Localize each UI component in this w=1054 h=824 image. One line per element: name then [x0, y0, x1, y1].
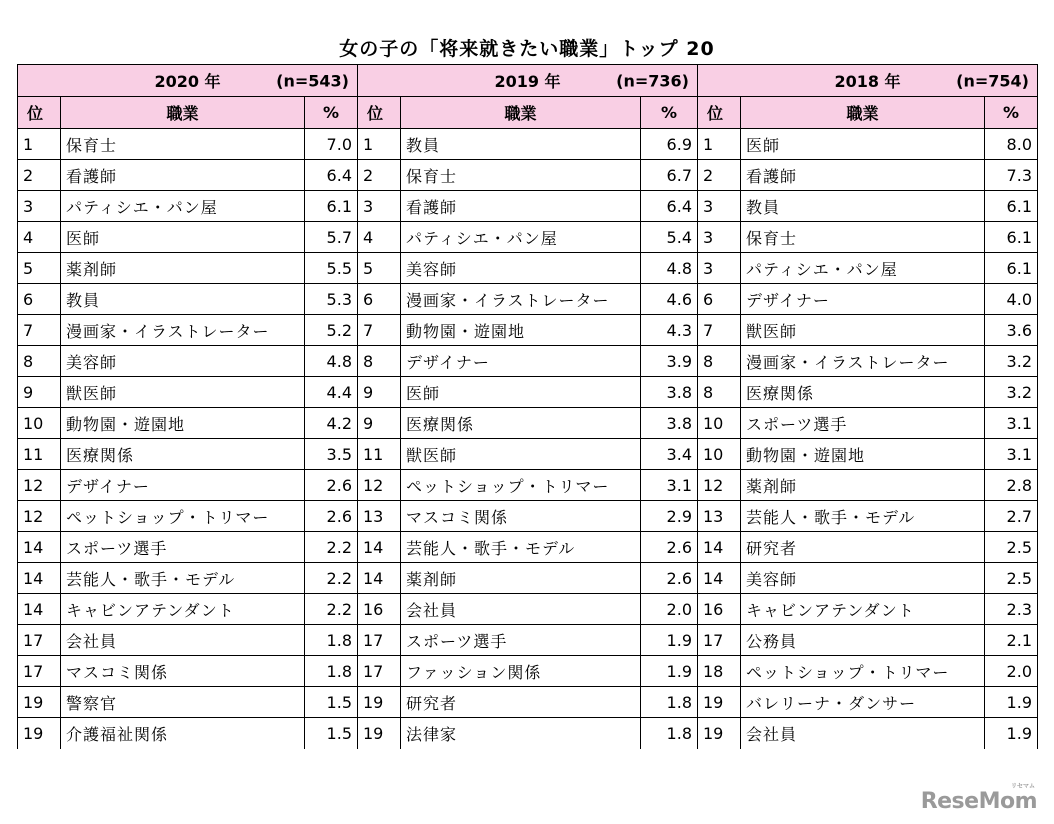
job-cell: 介護福祉関係 — [61, 718, 305, 749]
rank-cell: 10 — [18, 408, 61, 439]
column-header-percent: % — [641, 97, 698, 129]
percent-cell: 2.6 — [641, 532, 698, 563]
job-cell: マスコミ関係 — [401, 501, 641, 532]
rank-cell: 6 — [18, 284, 61, 315]
rank-cell: 14 — [358, 563, 401, 594]
job-cell: 看護師 — [741, 160, 985, 191]
percent-cell: 1.9 — [641, 625, 698, 656]
percent-cell: 2.9 — [641, 501, 698, 532]
job-cell: ペットショップ・トリマー — [741, 656, 985, 687]
percent-cell: 1.9 — [641, 656, 698, 687]
rank-cell: 13 — [358, 501, 401, 532]
percent-cell: 6.1 — [305, 191, 358, 222]
rank-cell: 7 — [698, 315, 741, 346]
rank-cell: 10 — [698, 439, 741, 470]
rank-cell: 3 — [698, 222, 741, 253]
rank-cell: 4 — [358, 222, 401, 253]
rank-cell: 6 — [698, 284, 741, 315]
column-header-job: 職業 — [741, 97, 985, 129]
job-cell: 漫画家・イラストレーター — [741, 346, 985, 377]
rank-cell: 19 — [698, 687, 741, 718]
job-cell: キャビンアテンダント — [61, 594, 305, 625]
table-row — [18, 284, 1038, 315]
rank-cell: 8 — [358, 346, 401, 377]
percent-cell: 2.0 — [985, 656, 1038, 687]
rank-cell: 1 — [18, 129, 61, 160]
rank-cell: 12 — [358, 470, 401, 501]
rank-cell: 19 — [358, 718, 401, 749]
job-cell: 教員 — [401, 129, 641, 160]
page-title: 女の子の「将来就きたい職業」トップ 20 — [339, 38, 715, 60]
rank-cell: 17 — [18, 656, 61, 687]
table-row — [18, 687, 1038, 718]
rank-cell: 13 — [698, 501, 741, 532]
table-row — [18, 346, 1038, 377]
table-row — [18, 594, 1038, 625]
percent-cell: 6.7 — [641, 160, 698, 191]
job-cell: 医師 — [741, 129, 985, 160]
percent-cell: 2.7 — [985, 501, 1038, 532]
rank-cell: 11 — [18, 439, 61, 470]
percent-cell: 4.8 — [641, 253, 698, 284]
column-header-rank: 位 — [358, 97, 401, 129]
job-cell: 教員 — [61, 284, 305, 315]
rank-cell: 1 — [698, 129, 741, 160]
rank-cell: 8 — [698, 377, 741, 408]
table-row — [18, 191, 1038, 222]
job-cell: 芸能人・歌手・モデル — [401, 532, 641, 563]
percent-cell: 5.7 — [305, 222, 358, 253]
year-header-2018 — [698, 65, 1038, 97]
table-row — [18, 718, 1038, 749]
percent-cell: 1.5 — [305, 687, 358, 718]
rank-cell: 7 — [358, 315, 401, 346]
percent-cell: 3.8 — [641, 408, 698, 439]
job-cell: 医療関係 — [741, 377, 985, 408]
percent-cell: 2.0 — [641, 594, 698, 625]
job-cell: 動物園・遊園地 — [741, 439, 985, 470]
percent-cell: 3.4 — [641, 439, 698, 470]
rank-cell: 16 — [358, 594, 401, 625]
job-cell: 保育士 — [61, 129, 305, 160]
percent-cell: 6.1 — [985, 222, 1038, 253]
percent-cell: 2.6 — [305, 470, 358, 501]
percent-cell: 3.6 — [985, 315, 1038, 346]
percent-cell: 4.8 — [305, 346, 358, 377]
rank-cell: 9 — [358, 408, 401, 439]
table-row — [18, 377, 1038, 408]
job-cell: 看護師 — [401, 191, 641, 222]
percent-cell: 3.5 — [305, 439, 358, 470]
job-cell: パティシエ・パン屋 — [401, 222, 641, 253]
rank-cell: 2 — [358, 160, 401, 191]
rank-cell: 19 — [18, 687, 61, 718]
job-cell: 薬剤師 — [741, 470, 985, 501]
job-cell: スポーツ選手 — [61, 532, 305, 563]
rank-cell: 16 — [698, 594, 741, 625]
job-cell: 会社員 — [741, 718, 985, 749]
rank-cell: 4 — [18, 222, 61, 253]
sample-size: (n=754) — [956, 71, 1029, 90]
percent-cell: 3.9 — [641, 346, 698, 377]
rank-cell: 14 — [698, 563, 741, 594]
job-cell: ファッション関係 — [401, 656, 641, 687]
job-cell: 医師 — [61, 222, 305, 253]
year-header-2019 — [358, 65, 698, 97]
rank-cell: 5 — [358, 253, 401, 284]
percent-cell: 2.2 — [305, 594, 358, 625]
percent-cell: 6.1 — [985, 191, 1038, 222]
table-row — [18, 160, 1038, 191]
job-cell: 動物園・遊園地 — [401, 315, 641, 346]
job-cell: 警察官 — [61, 687, 305, 718]
job-cell: 保育士 — [401, 160, 641, 191]
column-header-rank: 位 — [18, 97, 61, 129]
job-cell: 法律家 — [401, 718, 641, 749]
percent-cell: 4.2 — [305, 408, 358, 439]
percent-cell: 2.3 — [985, 594, 1038, 625]
job-cell: 研究者 — [741, 532, 985, 563]
percent-cell: 6.4 — [641, 191, 698, 222]
job-cell: パティシエ・パン屋 — [61, 191, 305, 222]
rank-cell: 19 — [358, 687, 401, 718]
table-row — [18, 625, 1038, 656]
percent-cell: 3.1 — [985, 408, 1038, 439]
rank-cell: 14 — [358, 532, 401, 563]
job-cell: 公務員 — [741, 625, 985, 656]
table-row — [18, 532, 1038, 563]
year-label: 2018 年 — [834, 72, 901, 91]
job-cell: 保育士 — [741, 222, 985, 253]
rank-cell: 9 — [358, 377, 401, 408]
table-row — [18, 563, 1038, 594]
percent-cell: 3.1 — [641, 470, 698, 501]
percent-cell: 3.1 — [985, 439, 1038, 470]
rank-cell: 3 — [18, 191, 61, 222]
job-cell: 薬剤師 — [61, 253, 305, 284]
job-cell: キャビンアテンダント — [741, 594, 985, 625]
rank-cell: 14 — [18, 594, 61, 625]
rank-cell: 3 — [698, 191, 741, 222]
job-cell: ペットショップ・トリマー — [61, 501, 305, 532]
percent-cell: 1.9 — [985, 687, 1038, 718]
rank-cell: 8 — [18, 346, 61, 377]
table-row — [18, 501, 1038, 532]
rank-cell: 7 — [18, 315, 61, 346]
rank-cell: 9 — [18, 377, 61, 408]
job-cell: 医師 — [401, 377, 641, 408]
percent-cell: 6.4 — [305, 160, 358, 191]
percent-cell: 5.3 — [305, 284, 358, 315]
table-row — [18, 656, 1038, 687]
percent-cell: 1.8 — [641, 718, 698, 749]
job-cell: 看護師 — [61, 160, 305, 191]
rank-cell: 12 — [18, 501, 61, 532]
rank-cell: 10 — [698, 408, 741, 439]
job-cell: 漫画家・イラストレーター — [61, 315, 305, 346]
percent-cell: 2.5 — [985, 563, 1038, 594]
rank-cell: 12 — [18, 470, 61, 501]
rank-cell: 17 — [358, 656, 401, 687]
percent-cell: 3.8 — [641, 377, 698, 408]
rank-cell: 14 — [18, 563, 61, 594]
job-cell: 薬剤師 — [401, 563, 641, 594]
percent-cell: 7.0 — [305, 129, 358, 160]
job-cell: 芸能人・歌手・モデル — [741, 501, 985, 532]
rank-cell: 6 — [358, 284, 401, 315]
table-row — [18, 408, 1038, 439]
job-cell: 医療関係 — [61, 439, 305, 470]
percent-cell: 6.9 — [641, 129, 698, 160]
sample-size: (n=543) — [276, 71, 349, 90]
job-cell: バレリーナ・ダンサー — [741, 687, 985, 718]
job-cell: マスコミ関係 — [61, 656, 305, 687]
rank-cell: 19 — [698, 718, 741, 749]
percent-cell: 8.0 — [985, 129, 1038, 160]
resemom-logo — [920, 783, 1037, 814]
job-cell: 研究者 — [401, 687, 641, 718]
column-header-row — [18, 97, 1038, 129]
percent-cell: 1.8 — [305, 656, 358, 687]
percent-cell: 3.2 — [985, 346, 1038, 377]
table-row — [18, 439, 1038, 470]
job-cell: 会社員 — [401, 594, 641, 625]
rank-cell: 19 — [18, 718, 61, 749]
percent-cell: 5.4 — [641, 222, 698, 253]
percent-cell: 5.5 — [305, 253, 358, 284]
year-label: 2020 年 — [154, 72, 221, 91]
job-cell: 獣医師 — [741, 315, 985, 346]
job-cell: デザイナー — [741, 284, 985, 315]
percent-cell: 1.8 — [305, 625, 358, 656]
column-header-percent: % — [985, 97, 1038, 129]
job-cell: 獣医師 — [401, 439, 641, 470]
percent-cell: 2.2 — [305, 532, 358, 563]
job-cell: パティシエ・パン屋 — [741, 253, 985, 284]
rank-cell: 2 — [18, 160, 61, 191]
logo-subtext: リセマム — [1011, 783, 1035, 790]
percent-cell: 6.1 — [985, 253, 1038, 284]
percent-cell: 2.5 — [985, 532, 1038, 563]
job-cell: 動物園・遊園地 — [61, 408, 305, 439]
column-header-job: 職業 — [61, 97, 305, 129]
rank-cell: 17 — [18, 625, 61, 656]
rank-cell: 12 — [698, 470, 741, 501]
sample-size: (n=736) — [616, 71, 689, 90]
rank-cell: 5 — [18, 253, 61, 284]
job-cell: 美容師 — [401, 253, 641, 284]
job-cell: 医療関係 — [401, 408, 641, 439]
column-header-job: 職業 — [401, 97, 641, 129]
percent-cell: 2.1 — [985, 625, 1038, 656]
percent-cell: 4.3 — [641, 315, 698, 346]
job-cell: デザイナー — [401, 346, 641, 377]
percent-cell: 7.3 — [985, 160, 1038, 191]
percent-cell: 2.6 — [641, 563, 698, 594]
percent-cell: 2.8 — [985, 470, 1038, 501]
table-row — [18, 315, 1038, 346]
column-header-percent: % — [305, 97, 358, 129]
percent-cell: 1.9 — [985, 718, 1038, 749]
percent-cell: 2.6 — [305, 501, 358, 532]
logo-text: ReseMom — [920, 789, 1037, 814]
job-cell: 芸能人・歌手・モデル — [61, 563, 305, 594]
rank-cell: 17 — [358, 625, 401, 656]
rank-cell: 18 — [698, 656, 741, 687]
job-cell: スポーツ選手 — [741, 408, 985, 439]
table-row — [18, 253, 1038, 284]
job-cell: 美容師 — [741, 563, 985, 594]
job-cell: スポーツ選手 — [401, 625, 641, 656]
job-cell: 獣医師 — [61, 377, 305, 408]
percent-cell: 2.2 — [305, 563, 358, 594]
rank-cell: 17 — [698, 625, 741, 656]
year-header-2020 — [18, 65, 358, 97]
percent-cell: 4.6 — [641, 284, 698, 315]
table-row — [18, 470, 1038, 501]
job-cell: デザイナー — [61, 470, 305, 501]
rank-cell: 14 — [698, 532, 741, 563]
rank-cell: 14 — [18, 532, 61, 563]
rank-cell: 8 — [698, 346, 741, 377]
job-cell: 教員 — [741, 191, 985, 222]
percent-cell: 1.5 — [305, 718, 358, 749]
rank-cell: 1 — [358, 129, 401, 160]
year-label: 2019 年 — [494, 72, 561, 91]
job-cell: 会社員 — [61, 625, 305, 656]
percent-cell: 1.8 — [641, 687, 698, 718]
job-cell: 美容師 — [61, 346, 305, 377]
percent-cell: 4.0 — [985, 284, 1038, 315]
rank-cell: 11 — [358, 439, 401, 470]
job-cell: 漫画家・イラストレーター — [401, 284, 641, 315]
table-row — [18, 129, 1038, 160]
rank-cell: 3 — [358, 191, 401, 222]
rank-cell: 3 — [698, 253, 741, 284]
percent-cell: 3.2 — [985, 377, 1038, 408]
ranking-table — [17, 64, 1038, 749]
percent-cell: 5.2 — [305, 315, 358, 346]
percent-cell: 4.4 — [305, 377, 358, 408]
rank-cell: 2 — [698, 160, 741, 191]
job-cell: ペットショップ・トリマー — [401, 470, 641, 501]
table-row — [18, 222, 1038, 253]
column-header-rank: 位 — [698, 97, 741, 129]
year-header-row — [18, 65, 1038, 97]
